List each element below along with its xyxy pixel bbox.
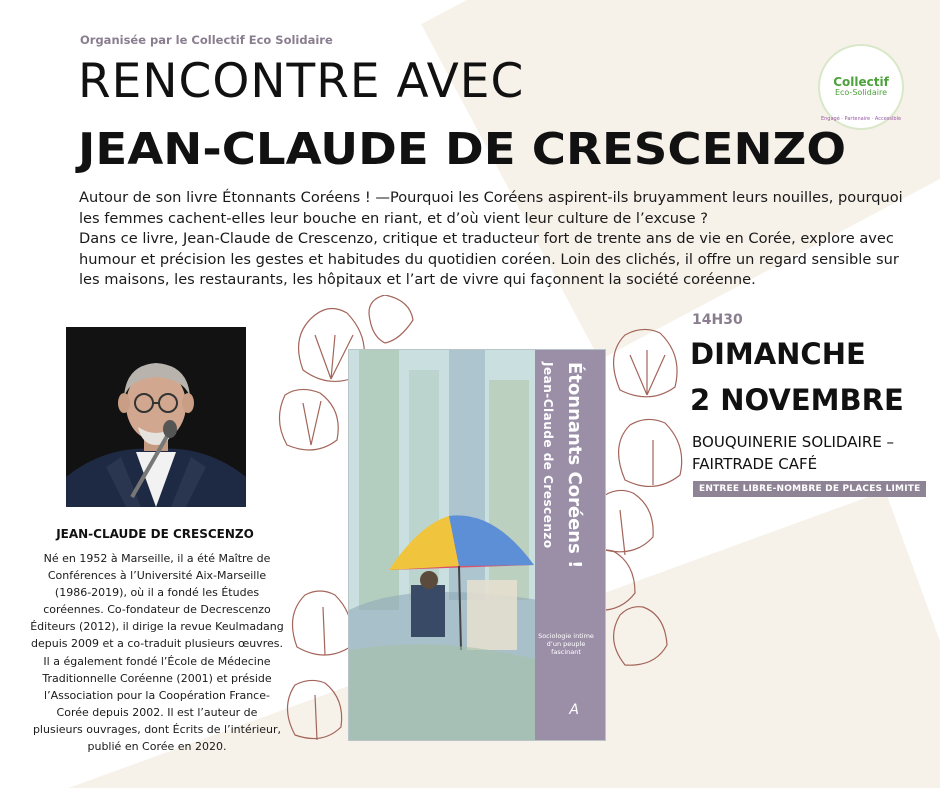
publisher-mark: A: [569, 702, 579, 718]
entry-badge: ENTREE LIBRE-NOMBRE DE PLACES LIMITE: [693, 481, 926, 497]
description-paragraph-1: Autour de son livre Étonnants Coréens ! —Pourquoi les Coréens aspirent-ils bruyamment leurs nouilles, pourquoi les femmes cachent-elles leur bouche en riant, et d’où vient leur culture de l’excuse ?: [79, 189, 903, 227]
title-line-2: JEAN-CLAUDE DE CRESCENZO: [78, 124, 847, 175]
collectif-logo: [818, 44, 904, 130]
title-line-1: RENCONTRE AVEC: [78, 54, 525, 109]
event-time: 14H30: [692, 312, 743, 328]
logo-ring-text: Engagé · Partenaire · Accessible: [820, 116, 902, 122]
speaker-photo-icon: [66, 327, 246, 507]
speaker-name: JEAN-CLAUDE DE CRESCENZO: [56, 527, 254, 541]
venue-line-2: FAIRTRADE CAFÉ: [692, 455, 818, 473]
venue-line-1: BOUQUINERIE SOLIDAIRE –: [692, 433, 895, 451]
event-venue: [692, 431, 894, 475]
book-title: Étonnants Coréens !: [564, 362, 585, 569]
logo-main-text: Collectif: [833, 75, 889, 89]
event-description: [79, 188, 909, 291]
book-cover: [349, 350, 605, 740]
book-subtitle: Sociologie intime d’un peuple fascinant: [538, 632, 594, 657]
event-date: 2 NOVEMBRE: [690, 383, 904, 417]
speaker-portrait: [66, 327, 246, 507]
description-paragraph-2: Dans ce livre, Jean-Claude de Crescenzo, critique et traducteur fort de trente ans de vie en Corée, explore avec humour et précision les gestes et habitudes du quotidien coréen. Loin des clichés, il offre un regard sensible sur les maisons, les restaurants, les hôpitaux et l’art de vivre qui façonnent la société coréenne.: [79, 230, 899, 288]
organizer-line: Organisée par le Collectif Eco Solidaire: [80, 33, 333, 47]
logo-sub-text: Eco-Solidaire: [834, 88, 888, 98]
speaker-bio: Né en 1952 à Marseille, il a été Maître de Conférences à l’Université Aix-Marseille (1986-2019), où il a fondé les Études coréennes. Co-fondateur de Decrescenzo Éditeurs (2012), il dirige la revue Keulmadang depuis 2009 et a co-traduit plusieurs œuvres. Il a également fondé l’École de Médecine Traditionnelle Coréenne (2001) et préside l’Association pour la Coopération France-Corée depuis 2002. Il est l’auteur de plusieurs ouvrages, dont Écrits de l’intérieur, publié en Corée en 2020.: [30, 552, 284, 754]
book-author: Jean-Claude de Crescenzo: [541, 362, 555, 549]
event-day: DIMANCHE: [690, 337, 866, 371]
